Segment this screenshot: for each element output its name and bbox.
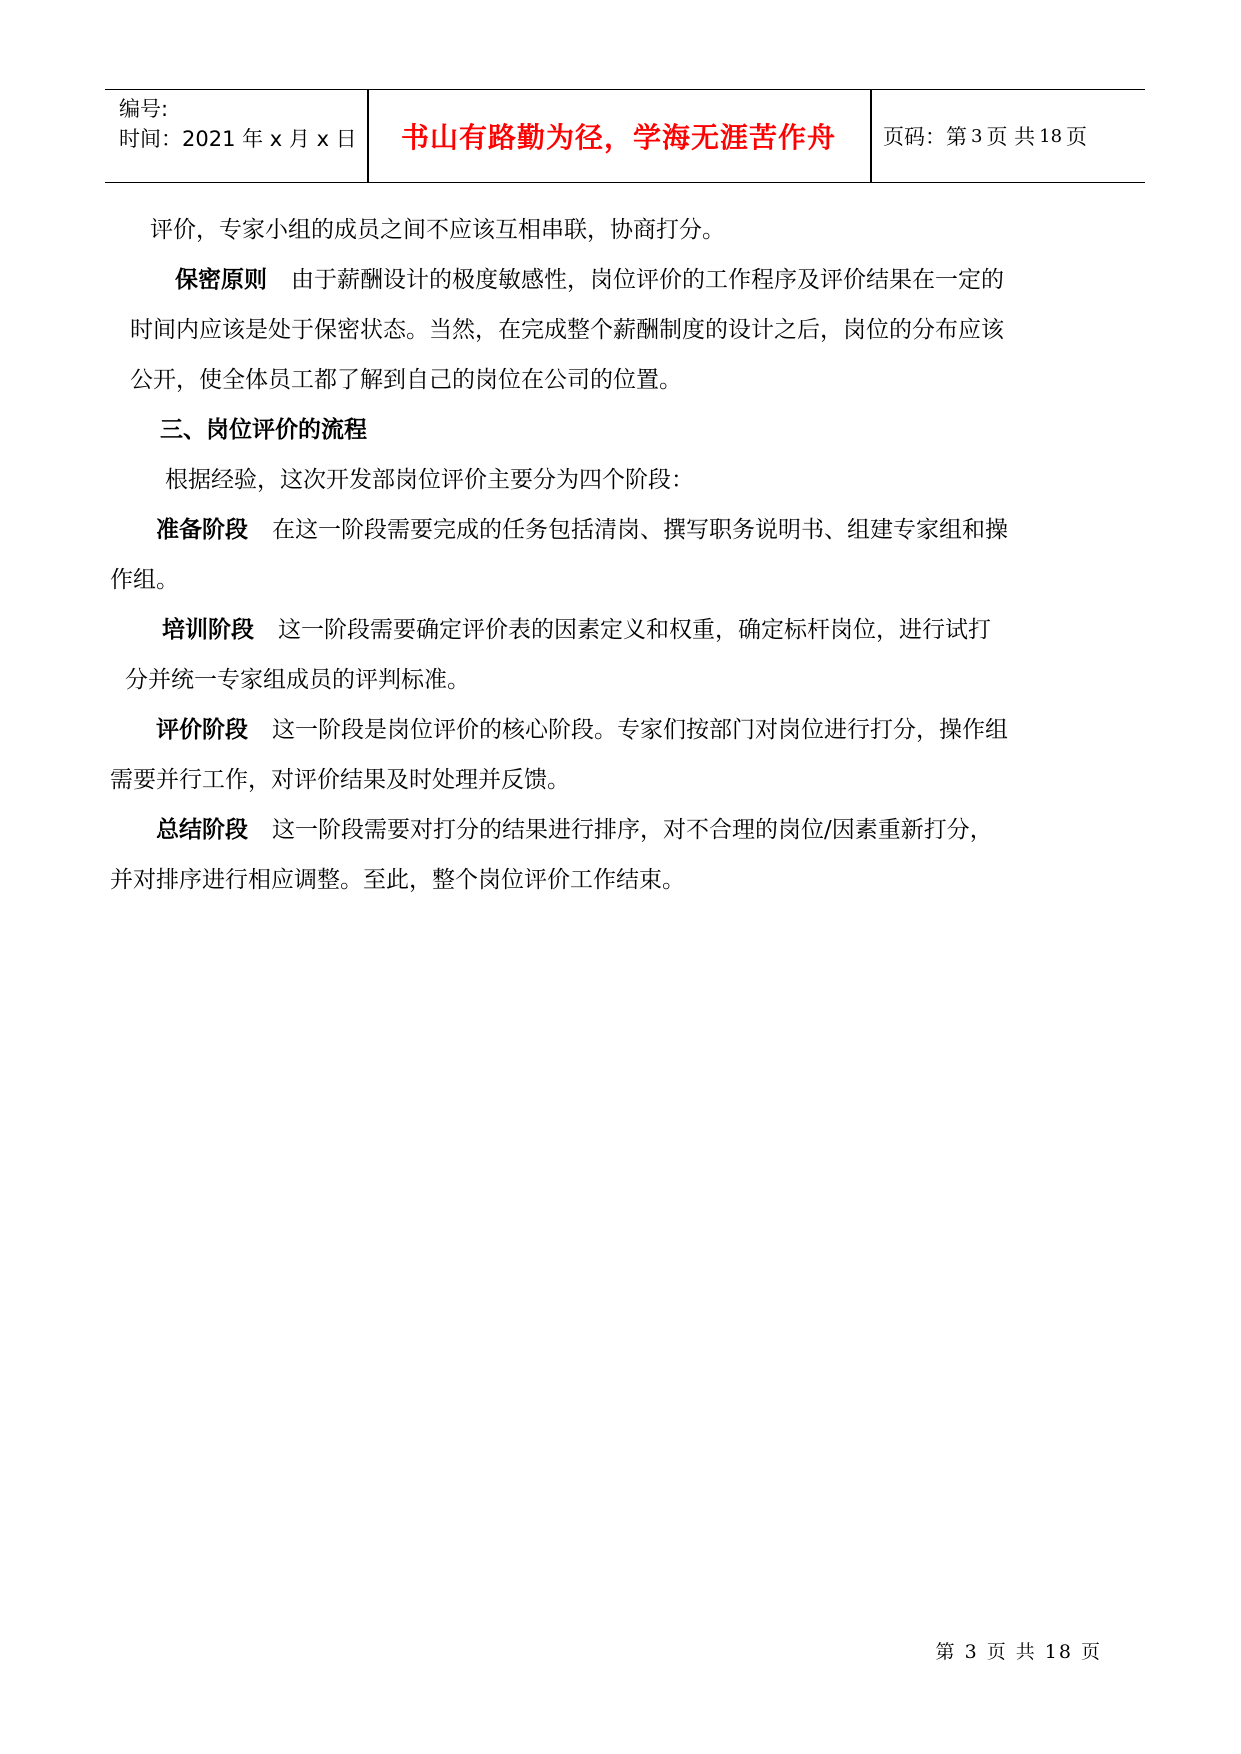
paragraph-heading: 保密原则: [175, 267, 267, 293]
page-prefix: 页码：第: [883, 125, 967, 149]
page-mid: 页 共: [986, 125, 1036, 149]
page-current: 3: [971, 125, 983, 147]
section-title: 三、岗位评价的流程: [160, 417, 367, 443]
paragraph-confidentiality: [130, 255, 1105, 405]
paragraph-text: 在这一阶段需要完成的任务包括清岗、撰写职务说明书、组建专家组和操: [272, 517, 1008, 543]
paragraph-1: [150, 205, 1125, 255]
paragraph-intro: [165, 455, 1140, 505]
document-time-label: 时间：2021 年 x 月 x 日: [119, 127, 357, 151]
header-table: [105, 89, 1145, 183]
paragraph-heading: 培训阶段: [162, 617, 254, 643]
paragraph-heading: 总结阶段: [156, 817, 248, 843]
paragraph-line: 并对排序进行相应调整。至此，整个岗位评价工作结束。: [110, 867, 685, 893]
header-meta: [119, 94, 369, 154]
header-divider-right: [870, 90, 872, 182]
paragraph-line: [125, 605, 1100, 655]
paragraph-line: 时间内应该是处于保密状态。当然，在完成整个薪酬制度的设计之后，岗位的分布应该: [130, 317, 1004, 343]
header-motto: 书山有路勤为径，学海无涯苦作舟: [400, 121, 836, 154]
header-divider-left: [367, 90, 369, 182]
paragraph-text: 这一阶段是岗位评价的核心阶段。专家们按部门对岗位进行打分，操作组: [272, 717, 1008, 743]
paragraph-line: 公开，使全体员工都了解到自己的岗位在公司的位置。: [130, 367, 682, 393]
paragraph-text: 由于薪酬设计的极度敏感性，岗位评价的工作程序及评价结果在一定的: [291, 267, 1004, 293]
paragraph-text: 这一阶段需要对打分的结果进行排序，对不合理的岗位/因素重新打分，: [272, 817, 993, 843]
paragraph-heading: 准备阶段: [156, 517, 248, 543]
page-suffix: 页: [1066, 125, 1088, 149]
paragraph-text: 这一阶段需要确定评价表的因素定义和权重，确定标杆岗位，进行试打: [278, 617, 991, 643]
paragraph-line: [110, 805, 1105, 855]
paragraph-line: [130, 255, 1105, 305]
paragraph-line: [110, 505, 1105, 555]
paragraph-heading: 评价阶段: [156, 717, 248, 743]
paragraph-summary: [110, 805, 1105, 905]
paragraph-line: [110, 705, 1105, 755]
paragraph-line: 评价，专家小组的成员之间不应该互相串联，协商打分。: [150, 217, 725, 243]
paragraph-line: 作组。: [110, 567, 179, 593]
paragraph-line: 需要并行工作，对评价结果及时处理并反馈。: [110, 767, 570, 793]
footer-page-number: 第 3 页 共 18 页: [935, 1641, 1102, 1663]
document-number-label: 编号:: [119, 97, 169, 121]
page-total: 18: [1039, 125, 1063, 147]
paragraph-line: 分并统一专家组成员的评判标准。: [125, 667, 470, 693]
paragraph-evaluation: [110, 705, 1105, 805]
paragraph-line: 根据经验，这次开发部岗位评价主要分为四个阶段：: [165, 467, 694, 493]
header-page-number: [873, 90, 1087, 182]
paragraph-training: [125, 605, 1100, 705]
paragraph-preparation: [110, 505, 1105, 605]
